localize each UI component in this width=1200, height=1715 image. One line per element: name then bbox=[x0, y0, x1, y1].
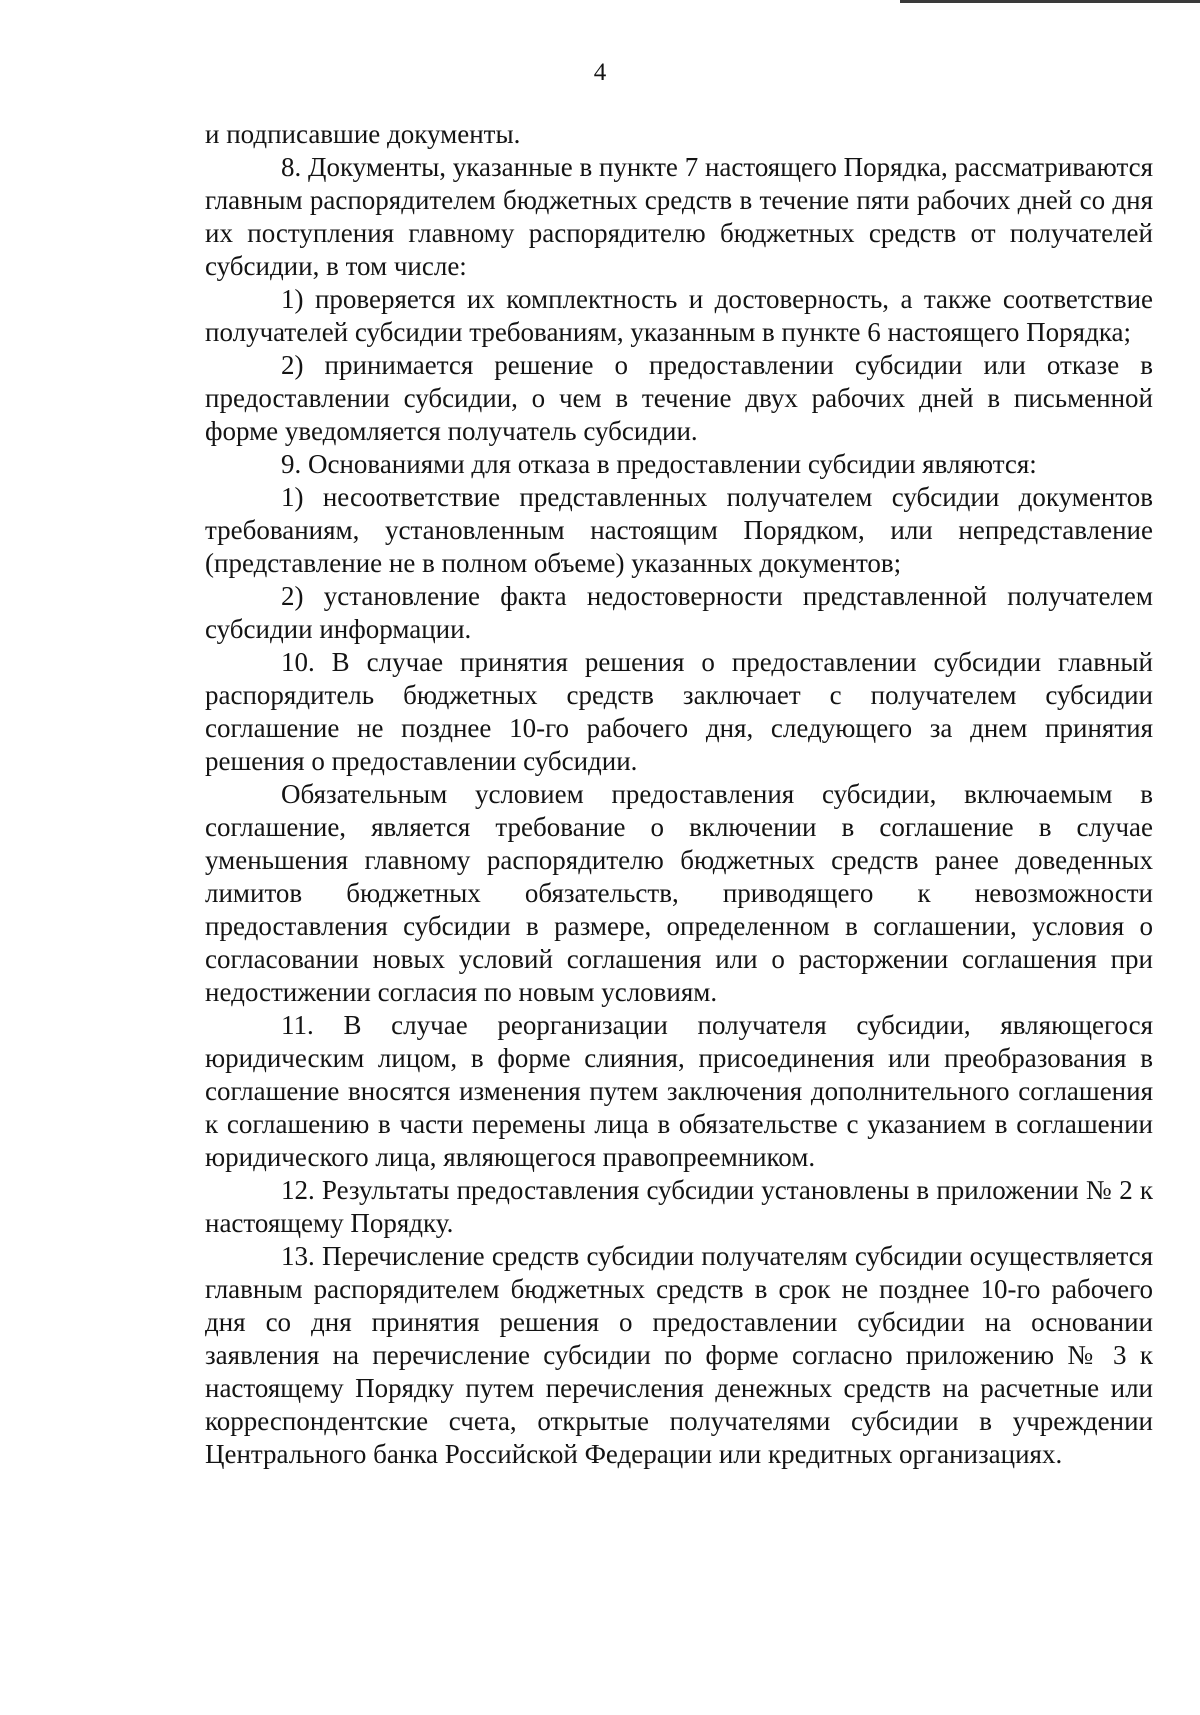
paragraph-item-10: 10. В случае принятия решения о предоставлении субсидии главный распорядитель бюджетных средств заключает с получателем субсидии соглашение не позднее 10-го рабочего дня, следующего за днем принятия решения о предоставлении субсидии. bbox=[205, 647, 1153, 776]
paragraph-item-8-2: 2) принимается решение о предоставлении субсидии или отказе в предоставлении субсидии, о чем в течение двух рабочих дней в письменной форме уведомляется получатель субсидии. bbox=[205, 350, 1153, 446]
paragraph-item-8: 8. Документы, указанные в пункте 7 настоящего Порядка, рассматриваются главным распорядителем бюджетных средств в течение пяти рабочих дней со дня их поступления главному распорядителю бюджетных средств от получателей субсидии, в том числе: bbox=[205, 152, 1153, 281]
paragraph-item-9: 9. Основаниями для отказа в предоставлении субсидии являются: bbox=[281, 449, 1037, 479]
page-number: 4 bbox=[593, 59, 607, 86]
paragraph: и подписавшие документы. bbox=[205, 119, 521, 149]
paragraph-item-10-condition: Обязательным условием предоставления субсидии, включаемым в соглашение, является требование о включении в соглашение в случае уменьшения главному распорядителю бюджетных средств ранее доведенных лимитов бюджетных обязательств, приводящего к невозможности предоставления субсидии в размере, определенном в соглашении, условия о согласовании новых условий соглашения или о расторжении соглашения при недостижении согласия по новым условиям. bbox=[205, 779, 1153, 1007]
paragraph-item-12: 12. Результаты предоставления субсидии установлены в приложении № 2 к настоящему Порядку. bbox=[205, 1175, 1153, 1238]
paragraph-item-9-1: 1) несоответствие представленных получателем субсидии документов требованиям, установленным настоящим Порядком, или непредставление (представление не в полном объеме) указанных документов; bbox=[205, 482, 1153, 578]
paragraph-item-8-1: 1) проверяется их комплектность и достоверность, а также соответствие получателей субсидии требованиям, указанным в пункте 6 настоящего Порядка; bbox=[205, 284, 1153, 347]
document-body bbox=[205, 118, 1153, 1471]
paragraph-item-13: 13. Перечисление средств субсидии получателям субсидии осуществляется главным распорядителем бюджетных средств в срок не позднее 10-го рабочего дня со дня принятия решения о предоставлении субсидии на основании заявления на перечисление субсидии по форме согласно приложению № 3 к настоящему Порядку путем перечисления денежных средств на расчетные или корреспондентские счета, открытые получателями субсидии в учреждении Центрального банка Российской Федерации или кредитных организациях. bbox=[205, 1241, 1153, 1469]
paragraph-item-9-2: 2) установление факта недостоверности представленной получателем субсидии информации. bbox=[205, 581, 1153, 644]
scan-edge-line bbox=[900, 0, 1200, 3]
paragraph-item-11: 11. В случае реорганизации получателя субсидии, являющегося юридическим лицом, в форме слияния, присоединения или преобразования в соглашение вносятся изменения путем заключения дополнительного соглашения к соглашению в части перемены лица в обязательстве с указанием в соглашении юридического лица, являющегося правопреемником. bbox=[205, 1010, 1153, 1172]
